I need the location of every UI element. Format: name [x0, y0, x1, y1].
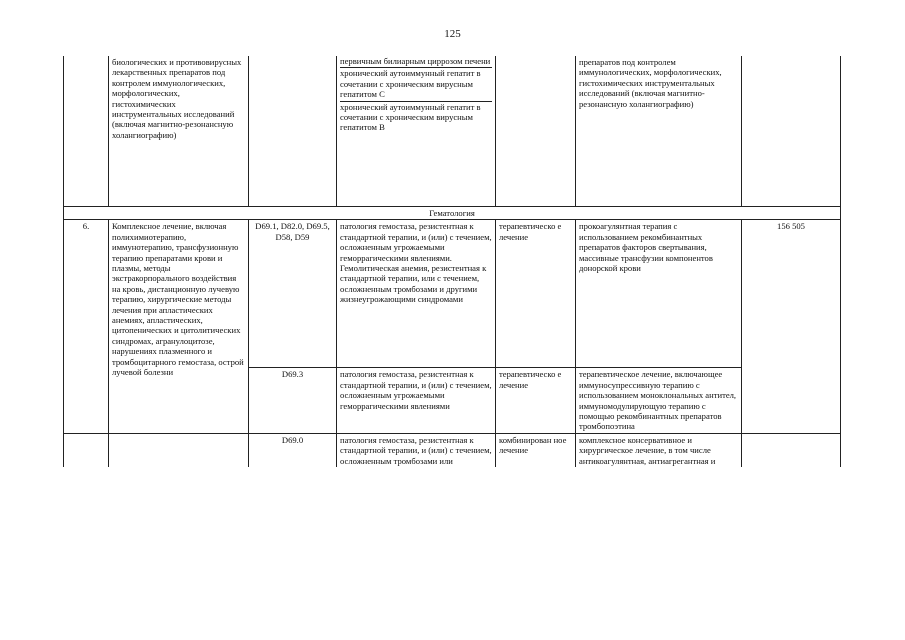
model-item: хронический аутоиммунный гепатит в сочетании с хроническим вирусным гепатитом С [340, 68, 492, 101]
cell-models [337, 56, 496, 207]
section-title: Гематология [64, 207, 841, 220]
medical-care-table [63, 56, 841, 467]
row-price: 156 505 [742, 220, 841, 433]
row-name: Комплексное лечение, включая полихимиотерапию, иммунотерапию, трансфузионную терапию препаратами крови и плазмы, методы экстракорпорального воздействия на кровь, дистанционную лучевую терапию, хирургические методы лечения при апластических анемиях, апластических, цитопенических и цитолитических синдромах, агранулоцитозе, нарушениях плазменного и тромбоцитарного гемостаза, острой лучевой болезни [109, 220, 249, 433]
row-codes: D69.1, D82.0, D69.5, D58, D59 [249, 220, 337, 368]
model-item: первичным билиарным циррозом печени [340, 56, 491, 66]
row-method: прокоагулянтная терапия с использованием рекомбинантных препаратов факторов свертывания, массивные трансфузии компонентов донорской крови [576, 220, 742, 368]
row-type: комбинирован ное лечение [496, 433, 576, 467]
row-method: терапевтическое лечение, включающее иммуносупрессивную терапию с использованием моноклональных антител, иммуномодулирующую терапию с помощью рекомбинантных препаратов тромбопоэтина [576, 368, 742, 433]
continuation-row [64, 56, 841, 207]
model-item: хронический аутоиммунный гепатит в сочетании с хроническим вирусным гепатитом В [340, 101, 481, 133]
row-codes: D69.0 [249, 433, 337, 467]
row-model: патология гемостаза, резистентная к стандартной терапии, и (или) с течением, осложненным угрожаемыми геморрагическими явлениями. Гемолитическая анемия, резистентная к стандартной терапии, или с течением, осложненным тромбозами и другими жизнеугрожающими синдромами [337, 220, 496, 368]
table-row [64, 433, 841, 467]
row-model: патология гемостаза, резистентная к стандартной терапии, и (или) с течением, осложненным угрожаемыми геморрагическими явлениями [337, 368, 496, 433]
models-list [340, 56, 492, 134]
cell-price [742, 56, 841, 207]
row-number: 6. [64, 220, 109, 433]
cell-method-name: биологических и противовирусных лекарственных препаратов под контролем иммунологических, морфологических, гистохимических инструментальных исследований (включая магнитно-резонансную холангиографию) [109, 56, 249, 207]
cell-number [64, 56, 109, 207]
row-model: патология гемостаза, резистентная к стандартной терапии, и (или) с течением, осложненным тромбозами или [337, 433, 496, 467]
row-codes: D69.3 [249, 368, 337, 433]
cell-codes [249, 56, 337, 207]
row-type: терапевтическо е лечение [496, 368, 576, 433]
row-type: терапевтическо е лечение [496, 220, 576, 368]
cell-treatment-type [496, 56, 576, 207]
cell-treatment-method: препаратов под контролем иммунологических, морфологических, гистохимических инструментальных исследований (включая магнитно-резонансную холангиографию) [576, 56, 742, 207]
section-row [64, 207, 841, 220]
row-method: комплексное консервативное и хирургическое лечение, в том числе антикоагулянтная, антиагрегантная и [576, 433, 742, 467]
row-number [64, 433, 109, 467]
row-name [109, 433, 249, 467]
row-price [742, 433, 841, 467]
page-number: 125 [444, 28, 461, 40]
table-row [64, 220, 841, 368]
